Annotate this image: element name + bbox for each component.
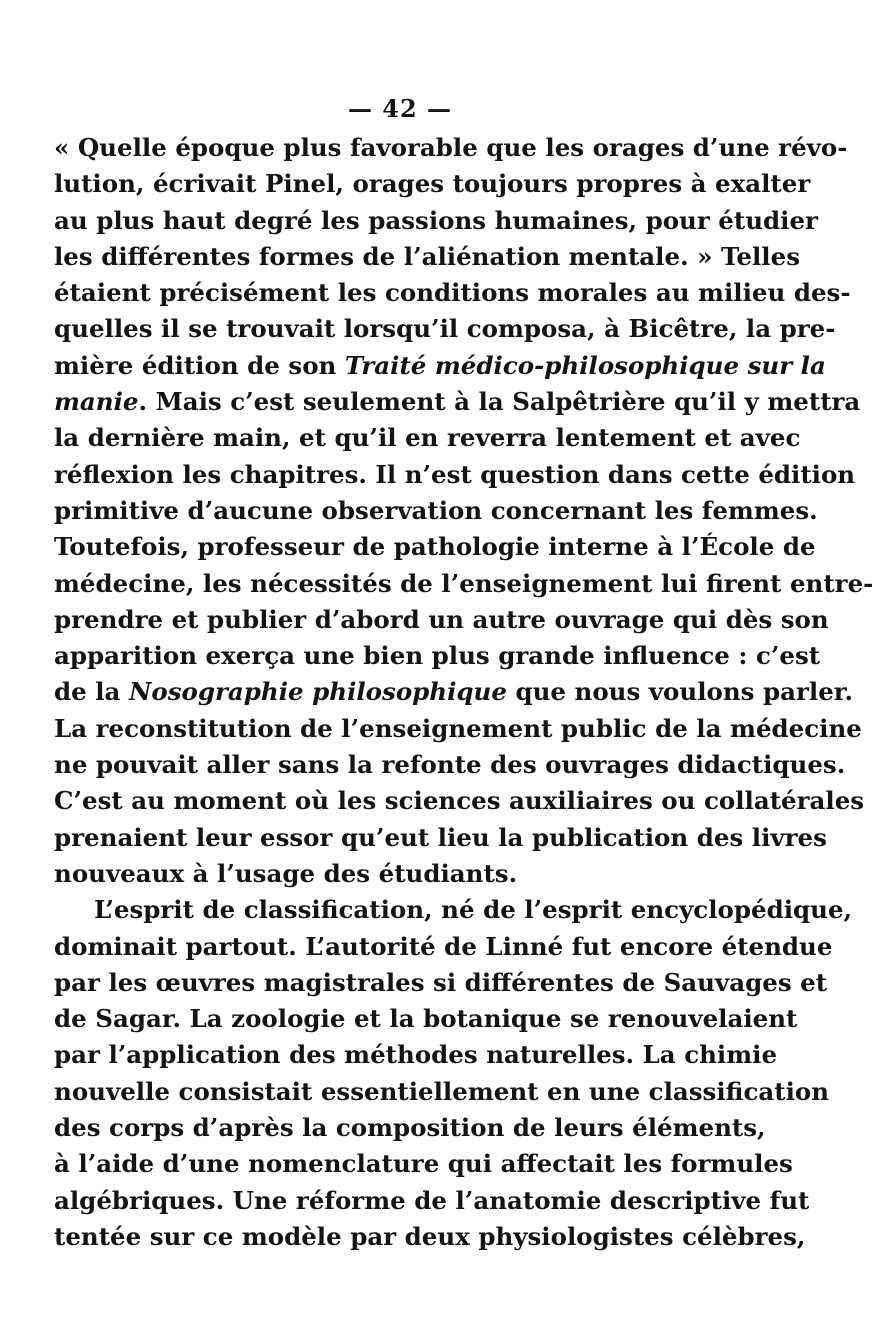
- text-segment: à l’aide d’une nomenclature qui affectait les formules: [54, 1149, 793, 1179]
- text-segment: Toutefois, professeur de pathologie interne à l’École de: [54, 532, 816, 562]
- text-line: [54, 203, 818, 239]
- text-line: [54, 602, 829, 638]
- text-segment: mière édition de son: [54, 350, 345, 380]
- text-segment: prenaient leur essor qu’eut lieu la publication des livres: [54, 822, 827, 852]
- italic-title-segment: manie: [54, 387, 139, 417]
- text-segment: « Quelle époque plus favorable que les orages d’une révo-: [54, 133, 848, 162]
- text-line: [54, 1183, 810, 1219]
- text-segment: que nous voulons parler.: [506, 677, 853, 707]
- text-segment: La reconstitution de l’enseignement public de la médecine: [54, 713, 862, 743]
- text-line: [54, 493, 818, 529]
- text-segment: des corps d’après la composition de leurs éléments,: [54, 1113, 766, 1143]
- page-number: — 42 —: [347, 94, 453, 123]
- text-segment: C’est au moment où les sciences auxiliaires ou collatérales: [54, 786, 865, 816]
- text-line: [54, 384, 861, 420]
- text-line: [54, 1037, 778, 1073]
- text-line: [54, 638, 821, 674]
- text-segment: algébriques. Une réforme de l’anatomie descriptive fut: [54, 1185, 810, 1215]
- text-line: [54, 130, 848, 166]
- text-line: [54, 566, 873, 602]
- text-line: [54, 1110, 766, 1146]
- text-line: [54, 239, 800, 275]
- text-segment: médecine, les nécessités de l’enseignement lui firent entre-: [54, 568, 873, 598]
- text-line: [54, 711, 862, 747]
- text-segment: au plus haut degré les passions humaines, pour étudier: [54, 205, 818, 235]
- italic-title-segment: Traité médico-philosophique sur la: [344, 350, 826, 380]
- italic-title-segment: Nosographie philosophique: [128, 677, 507, 707]
- text-line: [54, 674, 853, 710]
- text-line: [54, 420, 801, 456]
- text-line: [54, 1001, 798, 1037]
- text-line: [54, 1074, 830, 1110]
- text-segment: nouveaux à l’usage des étudiants.: [54, 858, 518, 888]
- text-segment: la dernière main, et qu’il en reverra lentement et avec: [54, 423, 801, 453]
- text-line: [54, 783, 865, 819]
- text-segment: lution, écrivait Pinel, orages toujours propres à exalter: [54, 169, 811, 199]
- text-line: [54, 529, 816, 565]
- text-line: [54, 747, 846, 783]
- text-line: [54, 892, 853, 928]
- text-line: [54, 820, 827, 856]
- text-segment: étaient précisément les conditions morales au milieu des-: [54, 278, 851, 308]
- text-line: [54, 311, 836, 347]
- text-segment: prendre et publier d’abord un autre ouvrage qui dès son: [54, 604, 829, 634]
- text-line: [54, 457, 856, 493]
- text-segment: quelles il se trouvait lorsqu’il composa, à Bicêtre, la pre-: [54, 314, 836, 344]
- text-line: [54, 348, 826, 384]
- text-segment: de la: [54, 677, 129, 707]
- text-segment: L’esprit de classification, né de l’esprit encyclopédique,: [94, 895, 853, 925]
- text-line: [54, 1219, 806, 1255]
- text-line: [54, 1146, 793, 1182]
- text-segment: les différentes formes de l’aliénation mentale. » Telles: [54, 241, 800, 271]
- text-line: [54, 856, 760, 892]
- text-segment: apparition exerça une bien plus grande influence : c’est: [54, 641, 821, 671]
- text-segment: primitive d’aucune observation concernant les femmes.: [54, 495, 818, 525]
- text-segment: par l’application des méthodes naturelles. La chimie: [54, 1040, 778, 1070]
- text-line: [54, 929, 833, 965]
- text-segment: dominait partout. L’autorité de Linné fut encore étendue: [54, 931, 833, 961]
- text-segment: nouvelle consistait essentiellement en une classification: [54, 1076, 830, 1106]
- text-segment: par les œuvres magistrales si différentes de Sauvages et: [54, 967, 828, 997]
- text-segment: tentée sur ce modèle par deux physiologistes célèbres,: [54, 1221, 806, 1251]
- text-line: [54, 275, 851, 311]
- body-text: [54, 130, 873, 1255]
- text-segment: de Sagar. La zoologie et la botanique se renouvelaient: [54, 1004, 798, 1034]
- text-line: [54, 965, 828, 1001]
- text-segment: réflexion les chapitres. Il n’est question dans cette édition: [54, 459, 856, 489]
- text-segment: . Mais c’est seulement à la Salpêtrière qu’il y mettra: [138, 387, 861, 417]
- text-segment: ne pouvait aller sans la refonte des ouvrages didactiques.: [54, 750, 846, 780]
- text-line: [54, 166, 811, 202]
